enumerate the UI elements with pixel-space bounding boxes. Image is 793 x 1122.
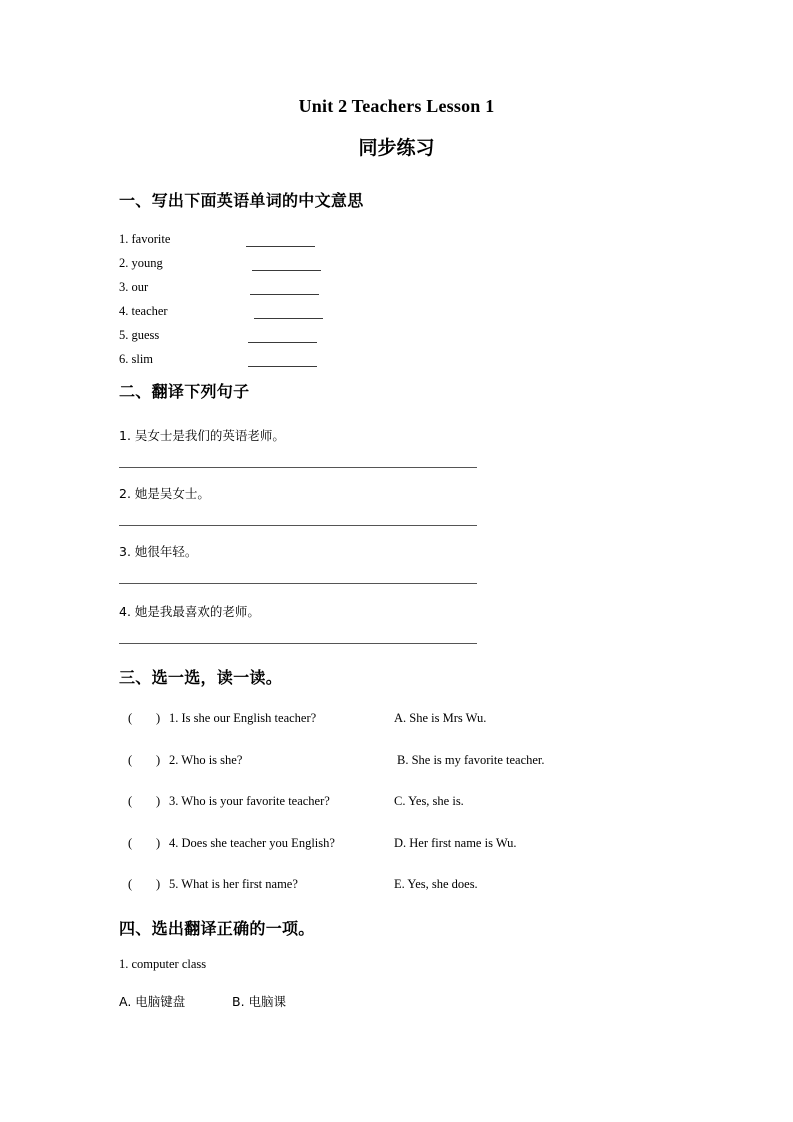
section-4-heading: 四、选出翻译正确的一项。 (119, 919, 315, 938)
translate-item-2-answer-rule[interactable] (119, 525, 477, 526)
match-row-3-paren-open: ( (128, 794, 133, 808)
match-answer-b: B. She is my favorite teacher. (397, 753, 545, 767)
page-subtitle: 同步练习 (358, 137, 435, 159)
section-2-heading: 二、翻译下列句子 (119, 382, 250, 401)
translate-item-1-answer-rule[interactable] (119, 467, 477, 468)
word-item-5-label: 5. guess (119, 328, 160, 342)
word-item-1-label: 1. favorite (119, 232, 171, 246)
choice-question-1: 1. computer class (119, 957, 207, 971)
match-row-1-paren-close[interactable]: ) (156, 711, 161, 725)
match-row-1-paren-open: ( (128, 711, 133, 725)
match-question-3: 3. Who is your favorite teacher? (169, 794, 330, 808)
match-answer-a: A. She is Mrs Wu. (394, 711, 487, 725)
choice-option-b[interactable]: B. 电脑课 (232, 994, 287, 1009)
section-1-heading: 一、写出下面英语单词的中文意思 (119, 191, 364, 210)
match-question-4: 4. Does she teacher you English? (169, 836, 335, 850)
match-row-3-paren-close[interactable]: ) (156, 794, 161, 808)
match-row-2-paren-close[interactable]: ) (156, 753, 161, 767)
word-item-5-blank[interactable] (248, 342, 317, 343)
match-row-4-paren-close[interactable]: ) (156, 836, 161, 850)
translate-item-3-label: 3. 她很年轻。 (119, 544, 198, 559)
word-item-6-label: 6. slim (119, 352, 154, 366)
word-item-6-blank[interactable] (248, 366, 317, 367)
word-item-2-blank[interactable] (252, 270, 321, 271)
word-item-4-blank[interactable] (254, 318, 323, 319)
choice-option-a[interactable]: A. 电脑键盘 (119, 994, 186, 1009)
word-item-1-blank[interactable] (246, 246, 315, 247)
translate-item-4-answer-rule[interactable] (119, 643, 477, 644)
match-row-5-paren-close[interactable]: ) (156, 877, 161, 891)
match-question-1: 1. Is she our English teacher? (169, 711, 317, 725)
match-question-2: 2. Who is she? (169, 753, 243, 767)
translate-item-1-label: 1. 吴女士是我们的英语老师。 (119, 428, 285, 443)
match-row-2-paren-open: ( (128, 753, 133, 767)
translate-item-3-answer-rule[interactable] (119, 583, 477, 584)
match-answer-c: C. Yes, she is. (394, 794, 464, 808)
word-item-3-label: 3. our (119, 280, 149, 294)
translate-item-2-label: 2. 她是吴女士。 (119, 486, 210, 501)
word-item-2-label: 2. young (119, 256, 163, 270)
translate-item-4-label: 4. 她是我最喜欢的老师。 (119, 604, 260, 619)
page-title: Unit 2 Teachers Lesson 1 (298, 96, 495, 116)
section-3-heading: 三、选一选，读一读。 (119, 668, 283, 687)
match-answer-d: D. Her first name is Wu. (394, 836, 517, 850)
match-question-5: 5. What is her first name? (169, 877, 298, 891)
match-row-4-paren-open: ( (128, 836, 133, 850)
word-item-3-blank[interactable] (250, 294, 319, 295)
word-item-4-label: 4. teacher (119, 304, 168, 318)
match-row-5-paren-open: ( (128, 877, 133, 891)
match-answer-e: E. Yes, she does. (394, 877, 478, 891)
